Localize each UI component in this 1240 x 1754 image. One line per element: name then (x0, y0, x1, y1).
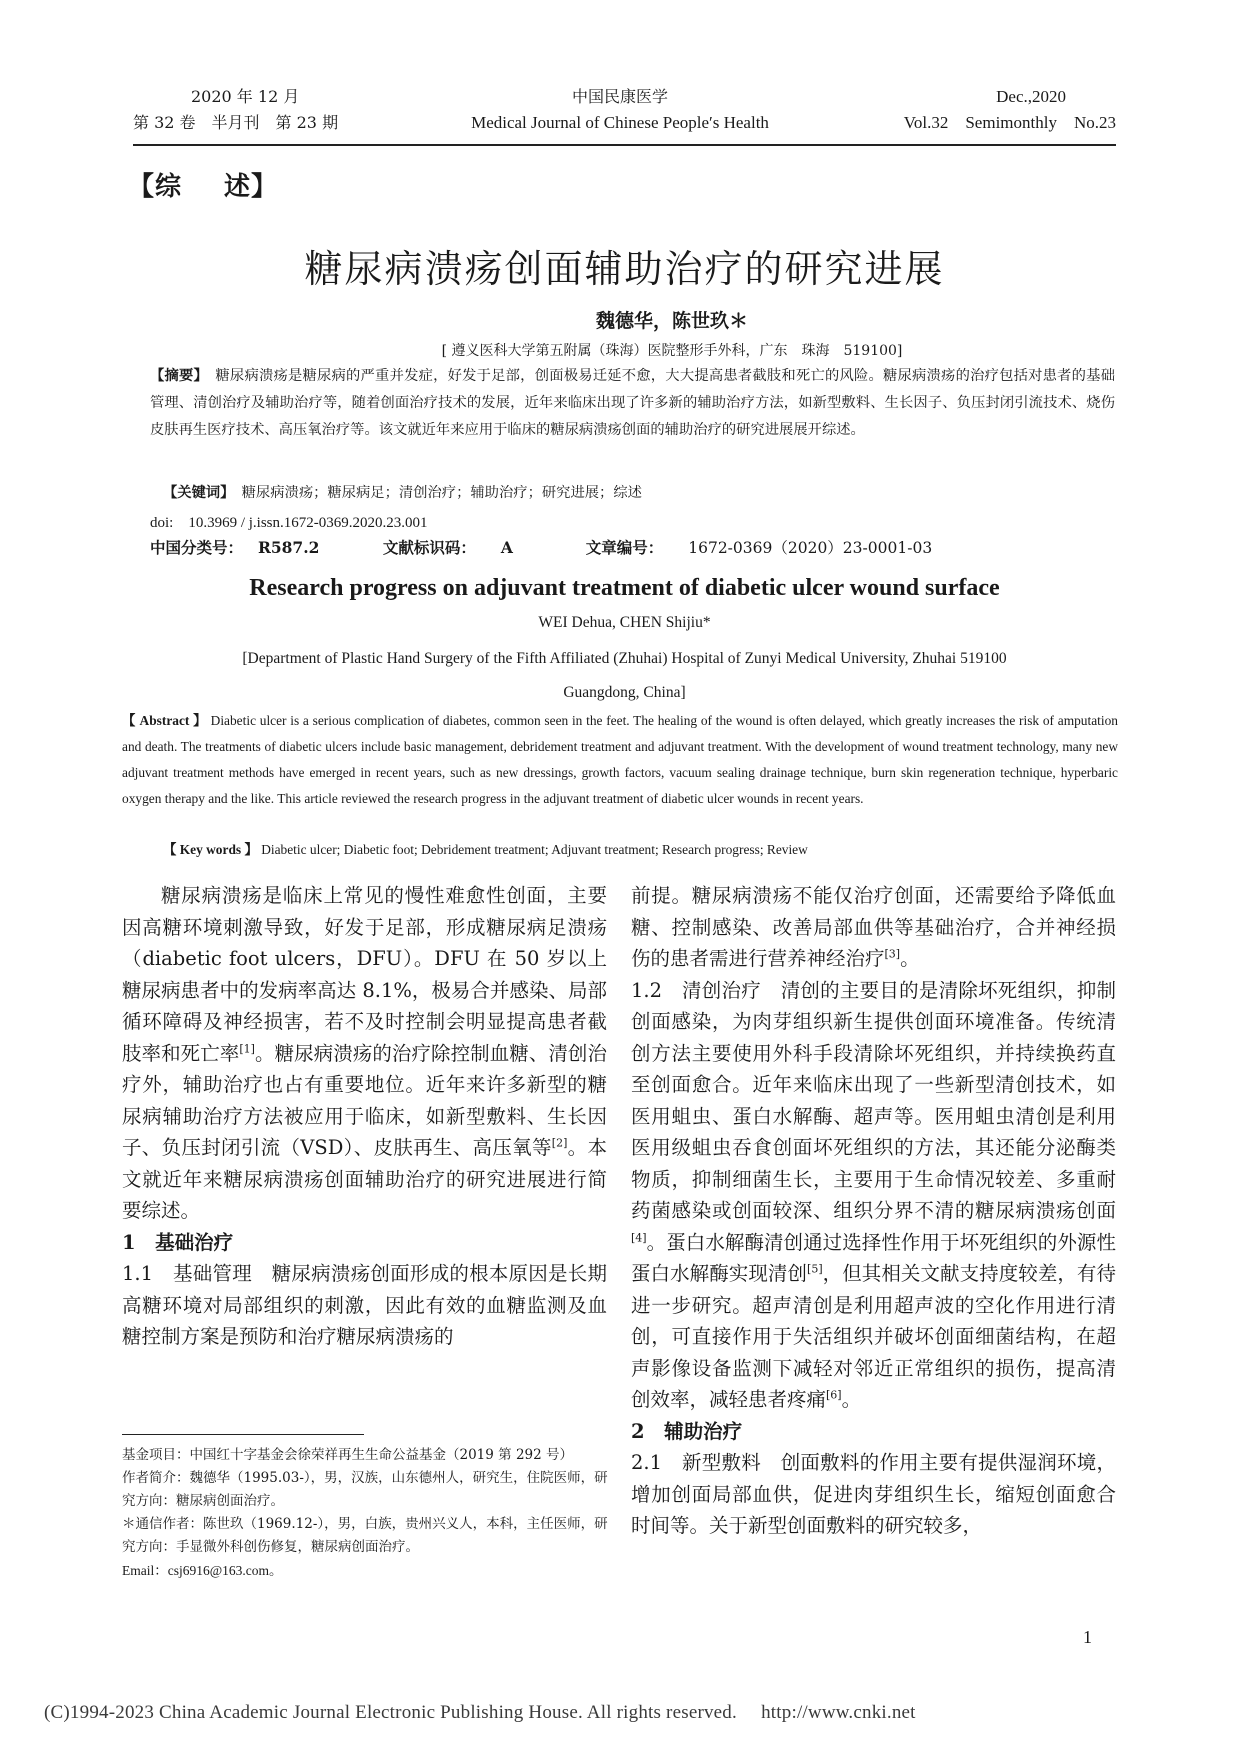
ref-2: [2] (551, 1136, 568, 1150)
abstract-en (122, 708, 1118, 812)
abstract-en-text: Diabetic ulcer is a serious complication of diabetes, common seen in the feet. The healing of the wound is often delayed, which greatly increases the risk of amputation and death. The treatments of diabetic ulcers include basic management, debridement treatment and adjuvant treatment. With the development of wound treatment technology, many new adjuvant treatment methods have emerged in recent years, such as new dressings, growth factors, vacuum sealing drainage technique, burn skin regeneration technique, hyperbaric oxygen therapy and the like. This article reviewed the research progress in the adjuvant treatment of diabetic ulcer wounds in recent years. (122, 713, 1118, 806)
abstract-en-label: 【 Abstract 】 (122, 713, 207, 728)
section-heading-2: 2 辅助治疗 (631, 1419, 743, 1443)
keywords-en-text: Diabetic ulcer; Diabetic foot; Debridement treatment; Adjuvant treatment; Research progress; Review (257, 842, 808, 857)
keywords-en (163, 838, 1113, 862)
footnote-rule (122, 1434, 364, 1435)
article-number-value: 1672-0369（2020）23-0001-03 (688, 539, 933, 557)
subsection-1-1-text: 糖尿病溃疡创面形成的根本原因是长期高糖环境对局部组织的刺激，因此有效的血糖监测及血糖控制方案是预防和治疗糖尿病溃疡的 (122, 1262, 607, 1348)
subsection-1-1-heading: 1.1 基础管理 (122, 1262, 252, 1285)
clc-label: 中国分类号： (150, 538, 244, 557)
keywords-cn (163, 481, 1113, 505)
clc-value: R587.2 (257, 538, 320, 557)
continued-text-2: 。 (900, 947, 920, 970)
footnotes (122, 1444, 617, 1582)
copyright-line: (C)1994-2023 China Academic Journal Electronic Publishing House. All rights reserved. http://www.cnki.net (44, 1702, 916, 1723)
subsection-1-2-text-1: 清创的主要目的是清除坏死组织，抑制创面感染，为肉芽组织新生提供创面环境准备。传统清创方法主要使用外科手段清除坏死组织，并持续换药直至创面愈合。近年来临床出现了一些新型清创技术，如医用蛆虫、蛋白水解酶、超声等。医用蛆虫清创是利用医用级蛆虫吞食创面坏死组织的方法，其还能分泌酶类物质，抑制细菌生长，主要用于生命情况较差、多重耐药菌感染或创面较深、组织分界不清的糖尿病溃疡创面 (631, 978, 1116, 1222)
keywords-en-label: 【 Key words 】 (163, 842, 258, 857)
journal-date-issue-en (848, 84, 1116, 136)
journal-name-en: Medical Journal of Chinese People′s Health (471, 113, 769, 132)
authors-en: WEI Dehua, CHEN Shijiu* (538, 614, 711, 631)
keywords-cn-text: 糖尿病溃疡；糖尿病足；清创治疗；辅助治疗；研究进展；综述 (227, 485, 642, 501)
keywords-cn-label: 【关键词】 (163, 485, 228, 501)
section-tag-open: 【综 (128, 172, 183, 202)
subsection-1-2-text-4: 。 (841, 1388, 862, 1411)
intro-text-1: 糖尿病溃疡是临床上常见的慢性难愈性创面，主要因高糖环境刺激导致，好发于足部，形成糖尿病足溃疡（diabetic foot ulcers，DFU）。DFU 在 50 岁以上糖尿病患者中的发病率高达 8.1%，极易合并感染、局部循环障碍及神经损害，若不及时控制会明显提高患者截肢率和死亡率 (122, 884, 607, 1065)
footnote-corresponding: ＊通信作者：陈世玖（1969.12-），男，白族，贵州兴义人，本科，主任医师，研究方向：手显微外科创伤修复，糖尿病创面治疗。 (122, 1516, 608, 1555)
article-title-en: Research progress on adjuvant treatment of diabetic ulcer wound surface (249, 575, 1000, 601)
affiliation-en-line2: Guangdong, China] (563, 684, 686, 701)
volume-issue-en: Vol.32 Semimonthly No.23 (903, 113, 1116, 132)
subsection-2-1-text: 创面敷料的作用主要有提供湿润环境，增加创面局部血供，促进肉芽组织生长，缩短创面愈合时间等。关于新型创面敷料的研究较多， (631, 1451, 1116, 1537)
journal-name (420, 84, 820, 136)
subsection-2-1-heading: 2.1 新型敷料 (631, 1451, 761, 1474)
journal-date-issue (133, 84, 453, 136)
subsection-1-1 (122, 1258, 607, 1353)
classification-line (150, 536, 1110, 560)
intro-text-3: 。本文就近年来糖尿病溃疡创面辅助治疗的研究进展进行简要综述。 (122, 1136, 607, 1222)
ref-3: [3] (884, 947, 901, 961)
issue-date-cn: 2020 年 12 月 (191, 87, 300, 106)
issue-date-en: Dec.,2020 (996, 87, 1066, 106)
affiliation-en-line1: [Department of Plastic Hand Surgery of the Fifth Affiliated (Zhuhai) Hospital of Zunyi Medical University, Zhuhai 519100 (242, 650, 1007, 667)
affiliation-en (133, 642, 1116, 710)
section-tag-close: 述】 (224, 172, 279, 202)
doc-code-value: A (500, 538, 513, 557)
subsection-1-2-heading: 1.2 清创治疗 (631, 978, 761, 1002)
continued-text-1: 前提。糖尿病溃疡不能仅治疗创面，还需要给予降低血糖、控制感染、改善局部血供等基础治疗，合并神经损伤的患者需进行营养神经治疗 (631, 884, 1116, 970)
body-column-left (122, 880, 607, 1353)
intro-text-2: 。糖尿病溃疡的治疗除控制血糖、清创治疗外，辅助治疗也占有重要地位。近年来许多新型的糖尿病辅助治疗方法被应用于临床，如新型敷料、生长因子、负压封闭引流（VSD）、皮肤再生、高压氧等 (122, 1041, 607, 1159)
doi: doi: 10.3969 / j.issn.1672-0369.2020.23.001 (150, 515, 428, 531)
abstract-cn-label: 【摘要】 (150, 368, 201, 384)
footnote-author: 作者简介：魏德华（1995.03-），男，汉族，山东德州人，研究生，住院医师，研究方向：糖尿病创面治疗。 (122, 1470, 608, 1509)
ref-5: [5] (807, 1262, 823, 1276)
intro-paragraph (122, 880, 607, 1227)
article-title-cn: 糖尿病溃疡创面辅助治疗的研究进展 (304, 247, 945, 291)
body-column-right (631, 880, 1116, 1542)
authors-cn: 魏德华，陈世玖＊ (595, 310, 748, 332)
footnote-email: Email：csj6916@163.com。 (122, 1563, 283, 1578)
affiliation-cn: [ 遵义医科大学第五附属（珠海）医院整形手外科，广东 珠海 519100] (441, 343, 903, 359)
journal-name-cn: 中国民康医学 (571, 87, 668, 106)
abstract-cn-text: 糖尿病溃疡是糖尿病的严重并发症，好发于足部，创面极易迁延不愈，大大提高患者截肢和死亡的风险。糖尿病溃疡的治疗包括对患者的基础管理、清创治疗及辅助治疗等，随着创面治疗技术的发展，近年来临床出现了许多新的辅助治疗方法，如新型敷料、生长因子、负压封闭引流技术、烧伤皮肤再生医疗技术、高压氧治疗等。该文就近年来应用于临床的糖尿病溃疡创面的辅助治疗的研究进展展开综述。 (150, 368, 1115, 438)
subsection-2-1 (631, 1447, 1116, 1542)
footnote-funding: 基金项目：中国红十字基金会徐荣祥再生生命公益基金（2019 第 292 号） (122, 1447, 573, 1463)
section-tag (128, 166, 278, 203)
section-heading-1: 1 基础治疗 (122, 1230, 234, 1254)
ref-1: [1] (239, 1042, 255, 1055)
article-number-label: 文章编号： (585, 538, 664, 557)
subsection-1-2-text-3: ，但其相关文献支持度较差，有待进一步研究。超声清创是利用超声波的空化作用进行清创，可直接作用于失活组织并破坏创面细菌结构，在超声影像设备监测下减轻对邻近正常组织的损伤，提高清创效率，减轻患者疼痛 (631, 1262, 1116, 1411)
header-rule (133, 144, 1116, 146)
ref-4: [4] (631, 1231, 647, 1244)
page-number: 1 (1083, 1627, 1092, 1647)
ref-6: [6] (826, 1388, 842, 1402)
subsection-1-2-text-2: 。蛋白水解酶清创通过选择性作用于坏死组织的外源性蛋白水解酶实现清创 (631, 1230, 1116, 1285)
abstract-cn (150, 363, 1115, 444)
continued-paragraph (631, 880, 1116, 975)
subsection-1-2 (631, 975, 1116, 1416)
volume-issue-cn: 第 32 卷 半月刊 第 23 期 (133, 113, 339, 132)
doc-code-label: 文献标识码： (382, 538, 476, 557)
